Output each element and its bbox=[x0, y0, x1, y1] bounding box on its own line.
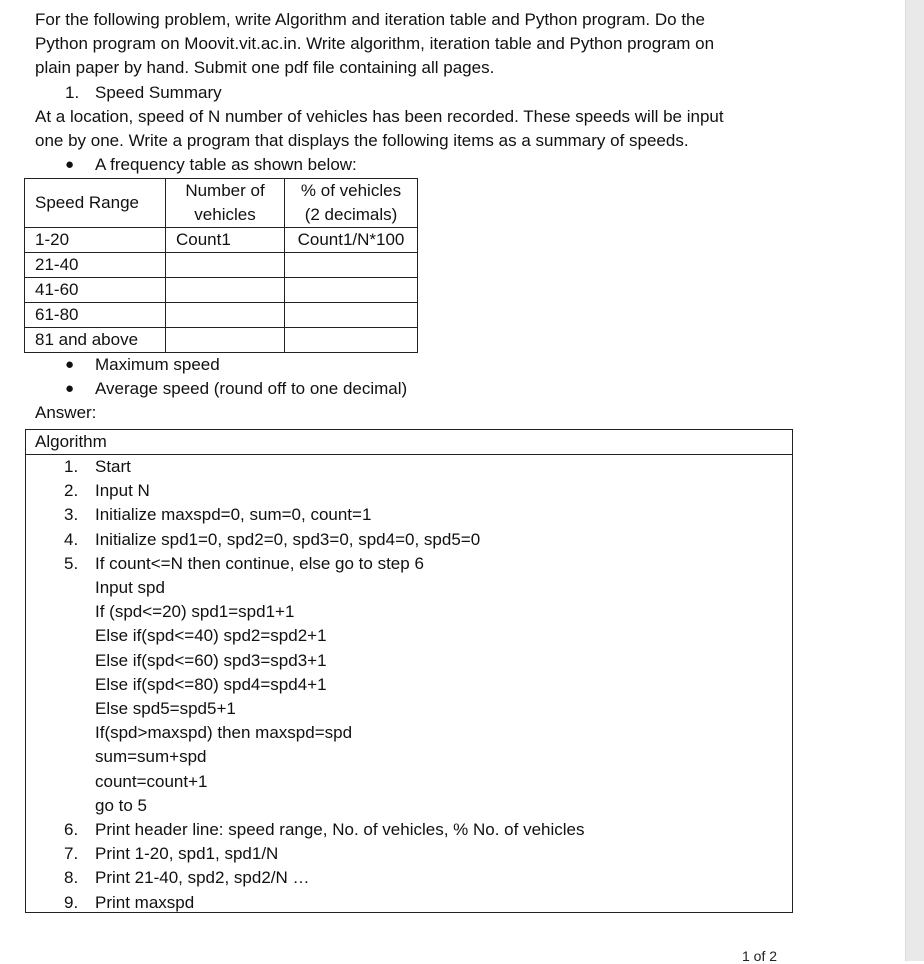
table-row bbox=[25, 303, 418, 328]
algorithm-step bbox=[26, 842, 792, 866]
algorithm-substep: count=count+1 bbox=[95, 771, 208, 791]
table-cell: 21-40 bbox=[25, 253, 166, 278]
step-number: 6. bbox=[64, 820, 79, 840]
document-page bbox=[35, 8, 795, 177]
table-cell bbox=[285, 328, 418, 353]
problem-heading bbox=[35, 81, 795, 105]
step-text: Input N bbox=[95, 481, 150, 501]
algorithm-step bbox=[26, 455, 792, 479]
table-header-row bbox=[25, 179, 418, 228]
table-row bbox=[25, 328, 418, 353]
header-line: vehicles bbox=[194, 205, 256, 224]
table-row bbox=[25, 278, 418, 303]
step-number: 7. bbox=[64, 844, 79, 864]
step-number: 8. bbox=[64, 868, 79, 888]
header-line: % of vehicles bbox=[300, 181, 402, 200]
table-cell bbox=[285, 278, 418, 303]
bullet-frequency-table bbox=[35, 153, 795, 177]
table-cell bbox=[285, 303, 418, 328]
algorithm-step bbox=[26, 528, 792, 552]
algorithm-step bbox=[26, 866, 792, 890]
problem-number: 1. bbox=[65, 82, 80, 102]
step-text: Print header line: speed range, No. of vehicles, % No. of vehicles bbox=[95, 820, 585, 840]
step-number: 1. bbox=[64, 457, 79, 476]
algorithm-substep: If (spd<=20) spd1=spd1+1 bbox=[95, 602, 295, 622]
step-text: Print 21-40, spd2, spd2/N … bbox=[95, 868, 310, 888]
algorithm-substep: Else if(spd<=80) spd4=spd4+1 bbox=[95, 674, 327, 694]
bullet-dot-icon: ● bbox=[65, 356, 75, 373]
step-text: Start bbox=[95, 457, 131, 476]
algorithm-step bbox=[26, 552, 792, 576]
table-cell bbox=[166, 253, 285, 278]
algorithm-step bbox=[26, 818, 792, 842]
algorithm-substep: If(spd>maxspd) then maxspd=spd bbox=[95, 723, 353, 743]
algorithm-substep: Else spd5=spd5+1 bbox=[95, 699, 236, 719]
frequency-table bbox=[24, 178, 418, 353]
step-number: 4. bbox=[64, 529, 79, 549]
step-text: Print 1-20, spd1, spd1/N bbox=[95, 844, 279, 864]
algorithm-substep: sum=sum+spd bbox=[95, 747, 207, 767]
algorithm-step bbox=[26, 479, 792, 503]
step-text: Print maxspd bbox=[95, 892, 195, 912]
step-text: Initialize spd1=0, spd2=0, spd3=0, spd4=0, spd5=0 bbox=[95, 529, 481, 549]
bullet-text: A frequency table as shown below: bbox=[95, 155, 357, 175]
table-row bbox=[25, 228, 418, 253]
problem-desc-line-1: At a location, speed of N number of vehicles has been recorded. These speeds will be input bbox=[35, 106, 724, 126]
bullet-text: Average speed (round off to one decimal) bbox=[95, 379, 408, 399]
table-cell: Count1 bbox=[166, 228, 285, 253]
algorithm-step bbox=[26, 891, 792, 915]
header-percent-vehicles bbox=[285, 179, 418, 228]
vertical-scrollbar[interactable] bbox=[905, 0, 924, 961]
table-cell bbox=[285, 253, 418, 278]
step-number: 2. bbox=[64, 481, 79, 501]
bullet-max-speed bbox=[35, 353, 407, 377]
intro-line-3: plain paper by hand. Submit one pdf file containing all pages. bbox=[35, 58, 495, 78]
algorithm-substep: Else if(spd<=60) spd3=spd3+1 bbox=[95, 650, 327, 670]
header-speed-range: Speed Range bbox=[25, 179, 166, 228]
after-table-section bbox=[35, 353, 407, 426]
intro-line-1: For the following problem, write Algorithm and iteration table and Python program. Do the bbox=[35, 10, 705, 29]
header-number-of-vehicles bbox=[166, 179, 285, 228]
bullet-average-speed bbox=[35, 377, 407, 401]
algorithm-box bbox=[25, 429, 793, 913]
header-line: (2 decimals) bbox=[304, 205, 398, 224]
algorithm-steps bbox=[26, 455, 792, 915]
algorithm-substep: Input spd bbox=[95, 578, 165, 598]
step-text: If count<=N then continue, else go to step 6 bbox=[95, 553, 424, 573]
table-cell bbox=[166, 278, 285, 303]
step-number: 5. bbox=[64, 553, 79, 573]
algorithm-step bbox=[26, 503, 792, 527]
table-cell: 81 and above bbox=[25, 328, 166, 353]
table-cell: 41-60 bbox=[25, 278, 166, 303]
header-line: Number of bbox=[185, 181, 265, 200]
intro-line-2: Python program on Moovit.vit.ac.in. Write algorithm, iteration table and Python program on bbox=[35, 34, 715, 54]
table-cell: Count1/N*100 bbox=[285, 228, 418, 253]
step-text: Initialize maxspd=0, sum=0, count=1 bbox=[95, 505, 372, 525]
problem-title: Speed Summary bbox=[95, 82, 222, 102]
answer-label: Answer: bbox=[35, 403, 97, 423]
bullet-dot-icon: ● bbox=[65, 380, 75, 398]
table-cell: 1-20 bbox=[25, 228, 166, 253]
table-cell bbox=[166, 328, 285, 353]
step-number: 3. bbox=[64, 505, 79, 525]
algorithm-substep: go to 5 bbox=[95, 795, 147, 815]
table-cell: 61-80 bbox=[25, 303, 166, 328]
table-cell bbox=[166, 303, 285, 328]
page-indicator: 1 of 2 bbox=[742, 948, 778, 964]
bullet-dot-icon: ● bbox=[65, 156, 75, 174]
problem-desc-line-2: one by one. Write a program that displays the following items as a summary of speeds. bbox=[35, 131, 689, 151]
step-number: 9. bbox=[64, 892, 79, 912]
algorithm-heading: Algorithm bbox=[26, 430, 792, 455]
bullet-text: Maximum speed bbox=[95, 355, 220, 374]
table-row bbox=[25, 253, 418, 278]
algorithm-substep: Else if(spd<=40) spd2=spd2+1 bbox=[95, 626, 327, 646]
